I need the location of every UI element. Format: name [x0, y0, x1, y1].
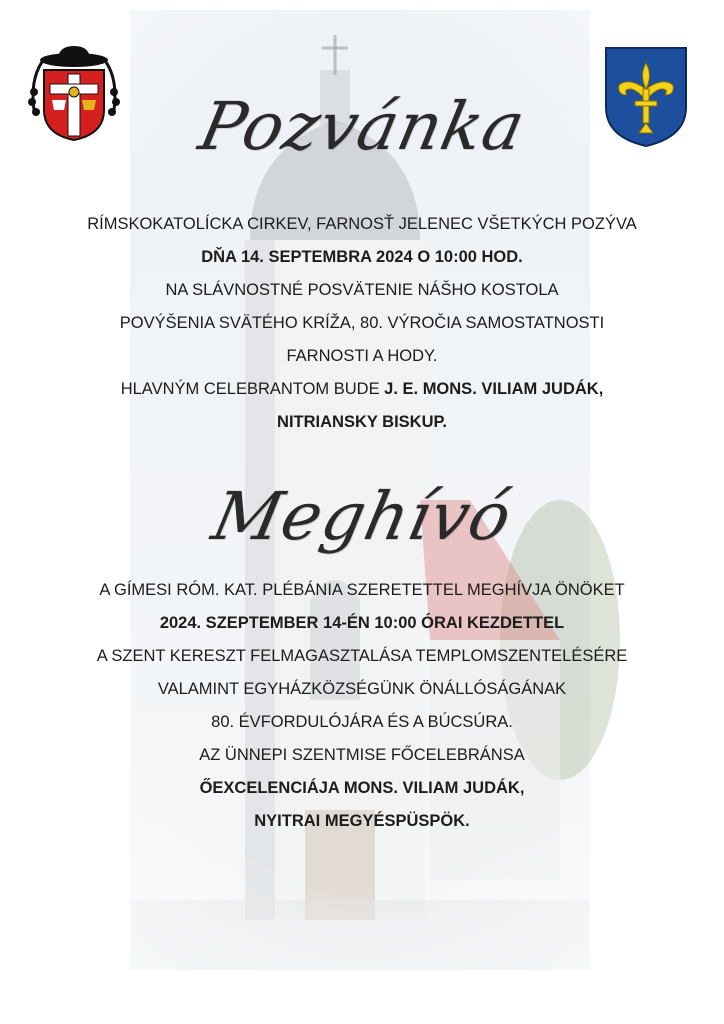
- hungarian-line-4: VALAMINT EGYHÁZKÖZSÉGÜNK ÖNÁLLÓSÁGÁNAK: [157, 680, 567, 698]
- hungarian-line-3: A SZENT KERESZT FELMAGASZTALÁSA TEMPLOMSZENTELÉSÉRE: [96, 647, 628, 665]
- slovak-line-6: [40, 373, 684, 406]
- hungarian-invitation-text: [40, 574, 684, 838]
- hungarian-celebrant-name: ŐEXCELENCIÁJA MONS. VILIAM JUDÁK,: [199, 779, 525, 797]
- slovak-line-4: POVÝŠENIA SVÄTÉHO KRÍŽA, 80. VÝROČIA SAMOSTATNOSTI: [119, 314, 605, 332]
- slovak-bishop-title: NITRIANSKY BISKUP.: [277, 413, 447, 431]
- slovak-invitation-text: [40, 208, 684, 439]
- hungarian-line-6: AZ ÜNNEPI SZENTMISE FŐCELEBRÁNSA: [199, 746, 525, 764]
- hungarian-title: Meghívó: [205, 478, 519, 555]
- hungarian-line-1: A GÍMESI RÓM. KAT. PLÉBÁNIA SZERETETTEL MEGHÍVJA ÖNÖKET: [99, 581, 625, 599]
- slovak-title: Pozvánka: [192, 88, 532, 165]
- slovak-date-line: DŇA 14. SEPTEMBRA 2024 O 10:00 HOD.: [201, 248, 523, 266]
- slovak-line-5: FARNOSTI A HODY.: [286, 347, 438, 365]
- hungarian-line-5: 80. ÉVFORDULÓJÁRA ÉS A BÚCSÚRA.: [211, 713, 513, 731]
- slovak-line-1: RÍMSKOKATOLÍCKA CIRKEV, FARNOSŤ JELENEC VŠETKÝCH POZÝVA: [87, 215, 637, 233]
- hungarian-date-line: 2024. SZEPTEMBER 14-ÉN 10:00 ÓRAI KEZDETTEL: [159, 614, 565, 632]
- slovak-celebrant-name: J. E. MONS. VILIAM JUDÁK,: [384, 380, 604, 398]
- slovak-celebrant-prefix: HLAVNÝM CELEBRANTOM BUDE: [120, 380, 385, 398]
- slovak-line-3: NA SLÁVNOSTNÉ POSVÄTENIE NÁŠHO KOSTOLA: [165, 281, 559, 299]
- hungarian-bishop-title: NYITRAI MEGYÉSPÜSPÖK.: [254, 812, 470, 830]
